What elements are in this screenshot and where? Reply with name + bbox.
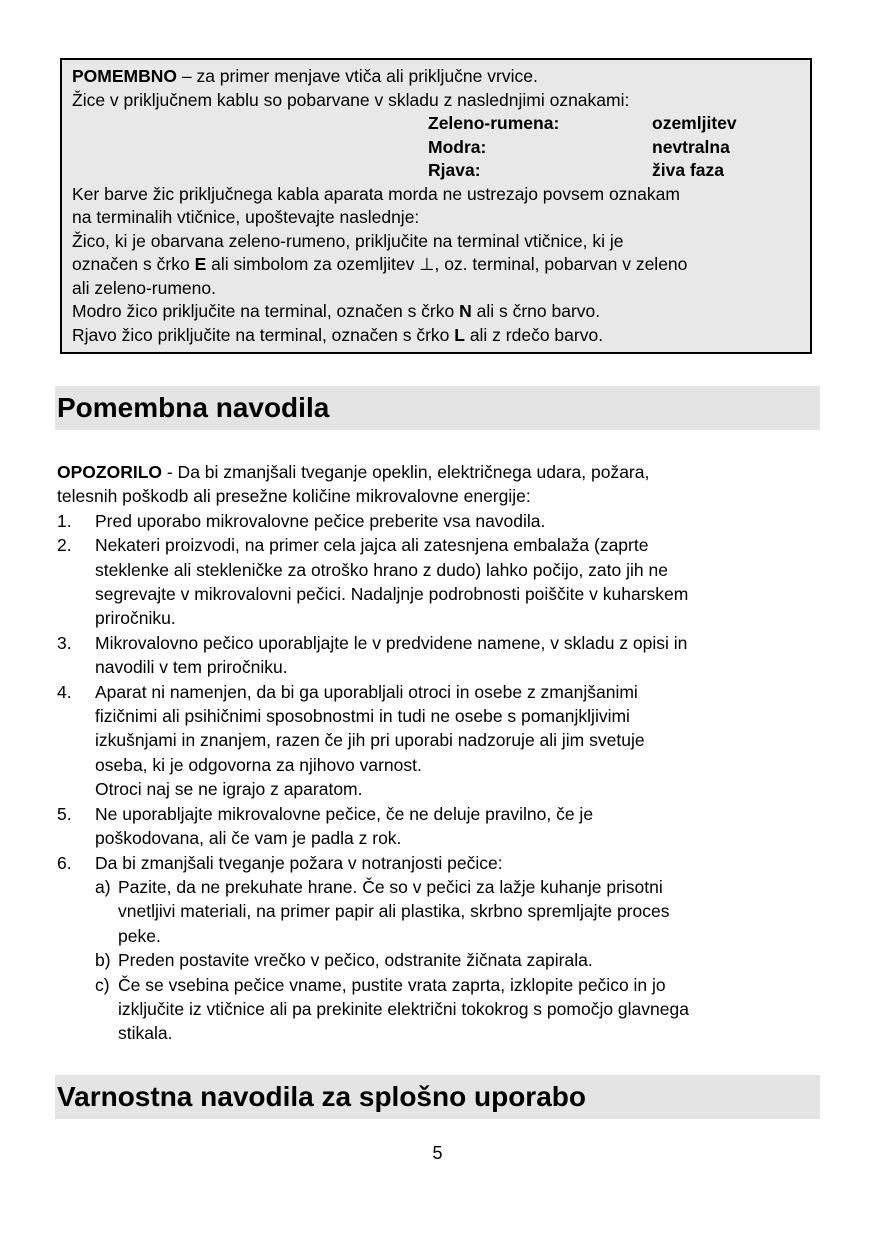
list-item: [57, 631, 820, 680]
sub-item: [95, 875, 820, 948]
item-number: 2.: [57, 535, 72, 556]
text-line: fizičnimi ali psihičnimi sposobnostmi in tudi ne osebe s pomanjkljivimi: [95, 706, 630, 727]
item-number: 4.: [57, 681, 72, 702]
text-line: ali zeleno-rumeno.: [72, 277, 216, 298]
section-title: Pomembna navodila: [57, 392, 330, 423]
text-line: Da bi zmanjšali tveganje požara v notranjosti pečice:: [95, 852, 503, 873]
text-line: Pred uporabo mikrovalovne pečice preberite vsa navodila.: [95, 510, 546, 531]
text-line: Žico, ki je obarvana zeleno-rumeno, priključite na terminal vtičnice, ki je: [72, 230, 624, 251]
item-number: 6.: [57, 852, 72, 873]
warning-paragraph: [57, 460, 820, 509]
text-line: oseba, ki je odgovorna za njihovo varnost.: [95, 754, 422, 775]
sub-list: [95, 875, 820, 1046]
text-line: Pazite, da ne prekuhate hrane. Če so v pečici za lažje kuhanje prisotni: [118, 876, 663, 897]
sub-item-text: [118, 948, 820, 972]
item-text: [95, 509, 820, 533]
list-item: [57, 533, 820, 631]
item-number: 5.: [57, 803, 72, 824]
text-line: navodili v tem priročniku.: [95, 657, 288, 678]
wire-role-label: ozemljitev: [652, 113, 737, 133]
text-line: Otroci naj se ne igrajo z aparatom.: [95, 779, 363, 800]
page-content: [55, 0, 820, 1165]
item-text: [95, 533, 820, 631]
text-line: vnetljivi materiali, na primer papir ali plastika, skrbno spremljajte proces: [118, 901, 670, 922]
list-item: [57, 680, 820, 802]
page-number: 5: [432, 1142, 443, 1163]
item-text: [95, 851, 820, 1046]
text-line: na terminalih vtičnice, upoštevajte naslednje:: [72, 207, 420, 227]
section-title: Varnostna navodila za splošno uporabo: [57, 1080, 586, 1112]
sub-item-text: [118, 875, 820, 948]
wire-row: [428, 136, 808, 160]
wire-role-label: živa faza: [652, 160, 724, 180]
wire-color-label: Zeleno-rumena:: [428, 113, 560, 133]
text-line: POMEMBNO – za primer menjave vtiča ali priključne vrvice.: [72, 66, 538, 86]
section-heading-varnostna-navodila: [55, 1075, 820, 1119]
warning-box-body: [72, 183, 808, 348]
list-item: [57, 851, 820, 1046]
sub-item: [95, 948, 820, 972]
text-line: poškodovana, ali če vam je padla z rok.: [95, 828, 402, 849]
text-line: Mikrovalovno pečico uporabljajte le v predvidene namene, v skladu z opisi in: [95, 632, 688, 653]
text-line: steklenke ali stekleničke za otroško hrano z dudo) lahko počijo, zato jih ne: [95, 559, 668, 580]
text-line: Aparat ni namenjen, da bi ga uporabljali otroci in osebe z zmanjšanimi: [95, 681, 638, 702]
wire-row: [428, 159, 808, 183]
sub-item-text: [118, 973, 820, 1046]
text-line: stikala.: [118, 1023, 173, 1044]
section-important-body: [55, 460, 820, 1046]
text-line: Ker barve žic priključnega kabla aparata morda ne ustrezajo povsem oznakam: [72, 183, 680, 204]
text-line: Nekateri proizvodi, na primer cela jajca ali zatesnjena embalaža (zaprte: [95, 535, 649, 556]
item-number: 1.: [57, 510, 72, 531]
text-line: označen s črko E ali simbolom za ozemljitev ⊥, oz. terminal, pobarvan v zeleno: [72, 254, 688, 274]
text-line: izključite iz vtičnice ali pa prekinite električni tokokrog s pomočjo glavnega: [118, 998, 689, 1019]
sub-item-letter: a): [95, 876, 111, 897]
wire-role-label: nevtralna: [652, 136, 730, 157]
text-line: Žice v priključnem kablu so pobarvane v skladu z naslednjimi oznakami:: [72, 89, 630, 110]
text-line: OPOZORILO - Da bi zmanjšali tveganje opeklin, električnega udara, požara,: [57, 462, 650, 482]
text-line: Ne uporabljajte mikrovalovne pečice, če ne deluje pravilno, če je: [95, 803, 594, 824]
item-number: 3.: [57, 632, 72, 653]
text-line: Modro žico priključite na terminal, označen s črko N ali s črno barvo.: [72, 301, 601, 321]
item-text-lines: [95, 851, 820, 875]
wiring-warning-box: [60, 58, 812, 354]
text-line: telesnih poškodb ali presežne količine mikrovalovne energije:: [57, 486, 531, 507]
text-line: segrevajte v mikrovalovni pečici. Nadaljnje podrobnosti poiščite v kuharskem: [95, 584, 689, 605]
wire-row: [428, 112, 808, 136]
numbered-list: [57, 509, 820, 1046]
wire-color-table: [72, 112, 808, 183]
text-line: Če se vsebina pečice vname, pustite vrata zaprta, izklopite pečico in jo: [118, 974, 666, 995]
list-item: [57, 802, 820, 851]
list-item: [57, 509, 820, 533]
wire-color-label: Modra:: [428, 136, 487, 157]
text-line: Preden postavite vrečko v pečico, odstranite žičnata zapirala.: [118, 950, 593, 971]
text-line: priročniku.: [95, 608, 176, 629]
section-heading-pomembna-navodila: [55, 386, 820, 430]
item-text: [95, 631, 820, 680]
text-line: peke.: [118, 925, 161, 946]
sub-item-letter: b): [95, 950, 111, 971]
sub-item: [95, 973, 820, 1046]
warning-box-intro: [72, 65, 808, 112]
sub-item-letter: c): [95, 974, 110, 995]
text-line: Rjavo žico priključite na terminal, označen s črko L ali z rdečo barvo.: [72, 324, 604, 345]
item-text: [95, 680, 820, 802]
text-line: izkušnjami in znanjem, razen če jih pri uporabi nadzoruje ali jim svetuje: [95, 730, 645, 751]
item-text: [95, 802, 820, 851]
wire-color-label: Rjava:: [428, 160, 481, 180]
